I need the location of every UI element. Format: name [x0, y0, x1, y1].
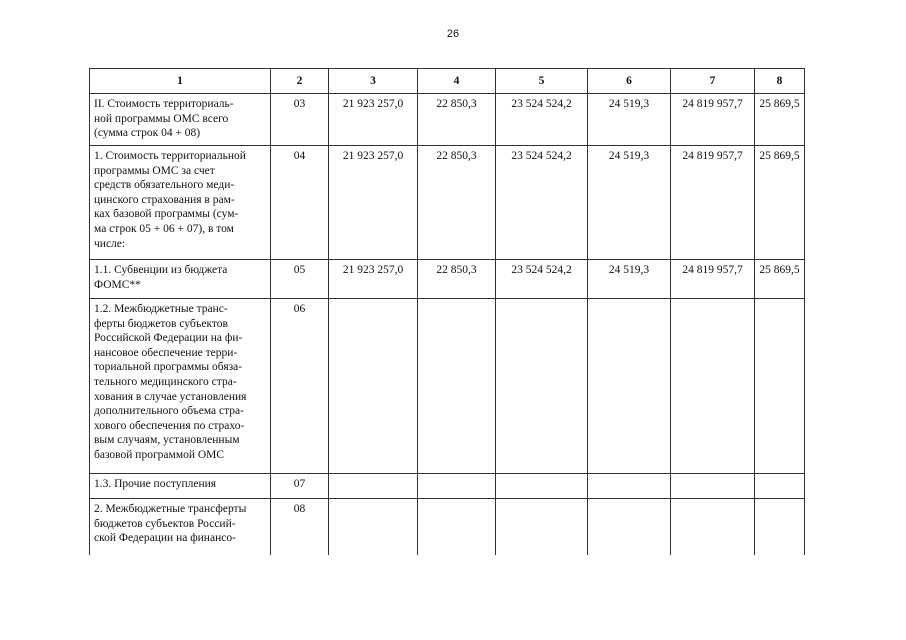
- value-cell: [755, 474, 805, 499]
- column-header: 5: [496, 69, 588, 94]
- value-cell: [418, 474, 496, 499]
- value-cell: [671, 474, 755, 499]
- value-cell: [755, 499, 805, 555]
- row-name-cell: II. Стоимость территориаль- ной программы ОМС всего (сумма строк 04 + 08): [90, 94, 271, 146]
- table-row: [90, 499, 805, 555]
- row-name-cell: 1. Стоимость территориальной программы ОМС за счет средств обязательного меди- цинского страхования в рам- ках базовой программы (сум- ма строк 05 + 06 + 07), в том числе:: [90, 146, 271, 260]
- column-header: 4: [418, 69, 496, 94]
- omc-cost-table: [89, 68, 805, 555]
- table-row: [90, 94, 805, 146]
- value-cell: [496, 499, 588, 555]
- value-cell: 21 923 257,0: [329, 146, 418, 260]
- value-cell: [588, 499, 671, 555]
- value-cell: 25 869,5: [755, 94, 805, 146]
- value-cell: 24 519,3: [588, 260, 671, 299]
- value-cell: [418, 499, 496, 555]
- value-cell: 22 850,3: [418, 94, 496, 146]
- page-number: 26: [446, 28, 460, 40]
- value-cell: 22 850,3: [418, 260, 496, 299]
- row-name-cell: 2. Межбюджетные трансферты бюджетов субъектов Россий- ской Федерации на финансо-: [90, 499, 271, 555]
- value-cell: [588, 474, 671, 499]
- table-row: [90, 299, 805, 474]
- column-header: 3: [329, 69, 418, 94]
- row-code-cell: 04: [271, 146, 329, 260]
- value-cell: [418, 299, 496, 474]
- row-name-cell: 1.2. Межбюджетные транс- ферты бюджетов субъектов Российской Федерации на фи- нансовое обеспечение терри- ториальной программы обяза- тельного медицинского стра- хования в случае установления дополнительного объема стра- хового обеспечения по страхо- вым случаям, установленным базовой программой ОМС: [90, 299, 271, 474]
- value-cell: [496, 299, 588, 474]
- table-row: [90, 146, 805, 260]
- value-cell: 23 524 524,2: [496, 146, 588, 260]
- table-row: [90, 474, 805, 499]
- value-cell: 24 819 957,7: [671, 146, 755, 260]
- value-cell: [755, 299, 805, 474]
- column-header: 2: [271, 69, 329, 94]
- value-cell: [588, 299, 671, 474]
- header-row: [90, 69, 805, 94]
- value-cell: 24 519,3: [588, 94, 671, 146]
- value-cell: 25 869,5: [755, 260, 805, 299]
- value-cell: 24 819 957,7: [671, 94, 755, 146]
- column-header: 8: [755, 69, 805, 94]
- value-cell: 22 850,3: [418, 146, 496, 260]
- value-cell: 25 869,5: [755, 146, 805, 260]
- row-code-cell: 03: [271, 94, 329, 146]
- value-cell: 23 524 524,2: [496, 94, 588, 146]
- value-cell: [496, 474, 588, 499]
- row-code-cell: 08: [271, 499, 329, 555]
- column-header: 7: [671, 69, 755, 94]
- value-cell: [671, 499, 755, 555]
- value-cell: [329, 299, 418, 474]
- row-code-cell: 07: [271, 474, 329, 499]
- column-header: 1: [90, 69, 271, 94]
- value-cell: [329, 499, 418, 555]
- value-cell: 21 923 257,0: [329, 94, 418, 146]
- row-code-cell: 05: [271, 260, 329, 299]
- column-header: 6: [588, 69, 671, 94]
- value-cell: 24 519,3: [588, 146, 671, 260]
- value-cell: 24 819 957,7: [671, 260, 755, 299]
- table-row: [90, 260, 805, 299]
- row-code-cell: 06: [271, 299, 329, 474]
- row-name-cell: 1.3. Прочие поступления: [90, 474, 271, 499]
- value-cell: [329, 474, 418, 499]
- row-name-cell: 1.1. Субвенции из бюджета ФОМС**: [90, 260, 271, 299]
- value-cell: 23 524 524,2: [496, 260, 588, 299]
- value-cell: [671, 299, 755, 474]
- value-cell: 21 923 257,0: [329, 260, 418, 299]
